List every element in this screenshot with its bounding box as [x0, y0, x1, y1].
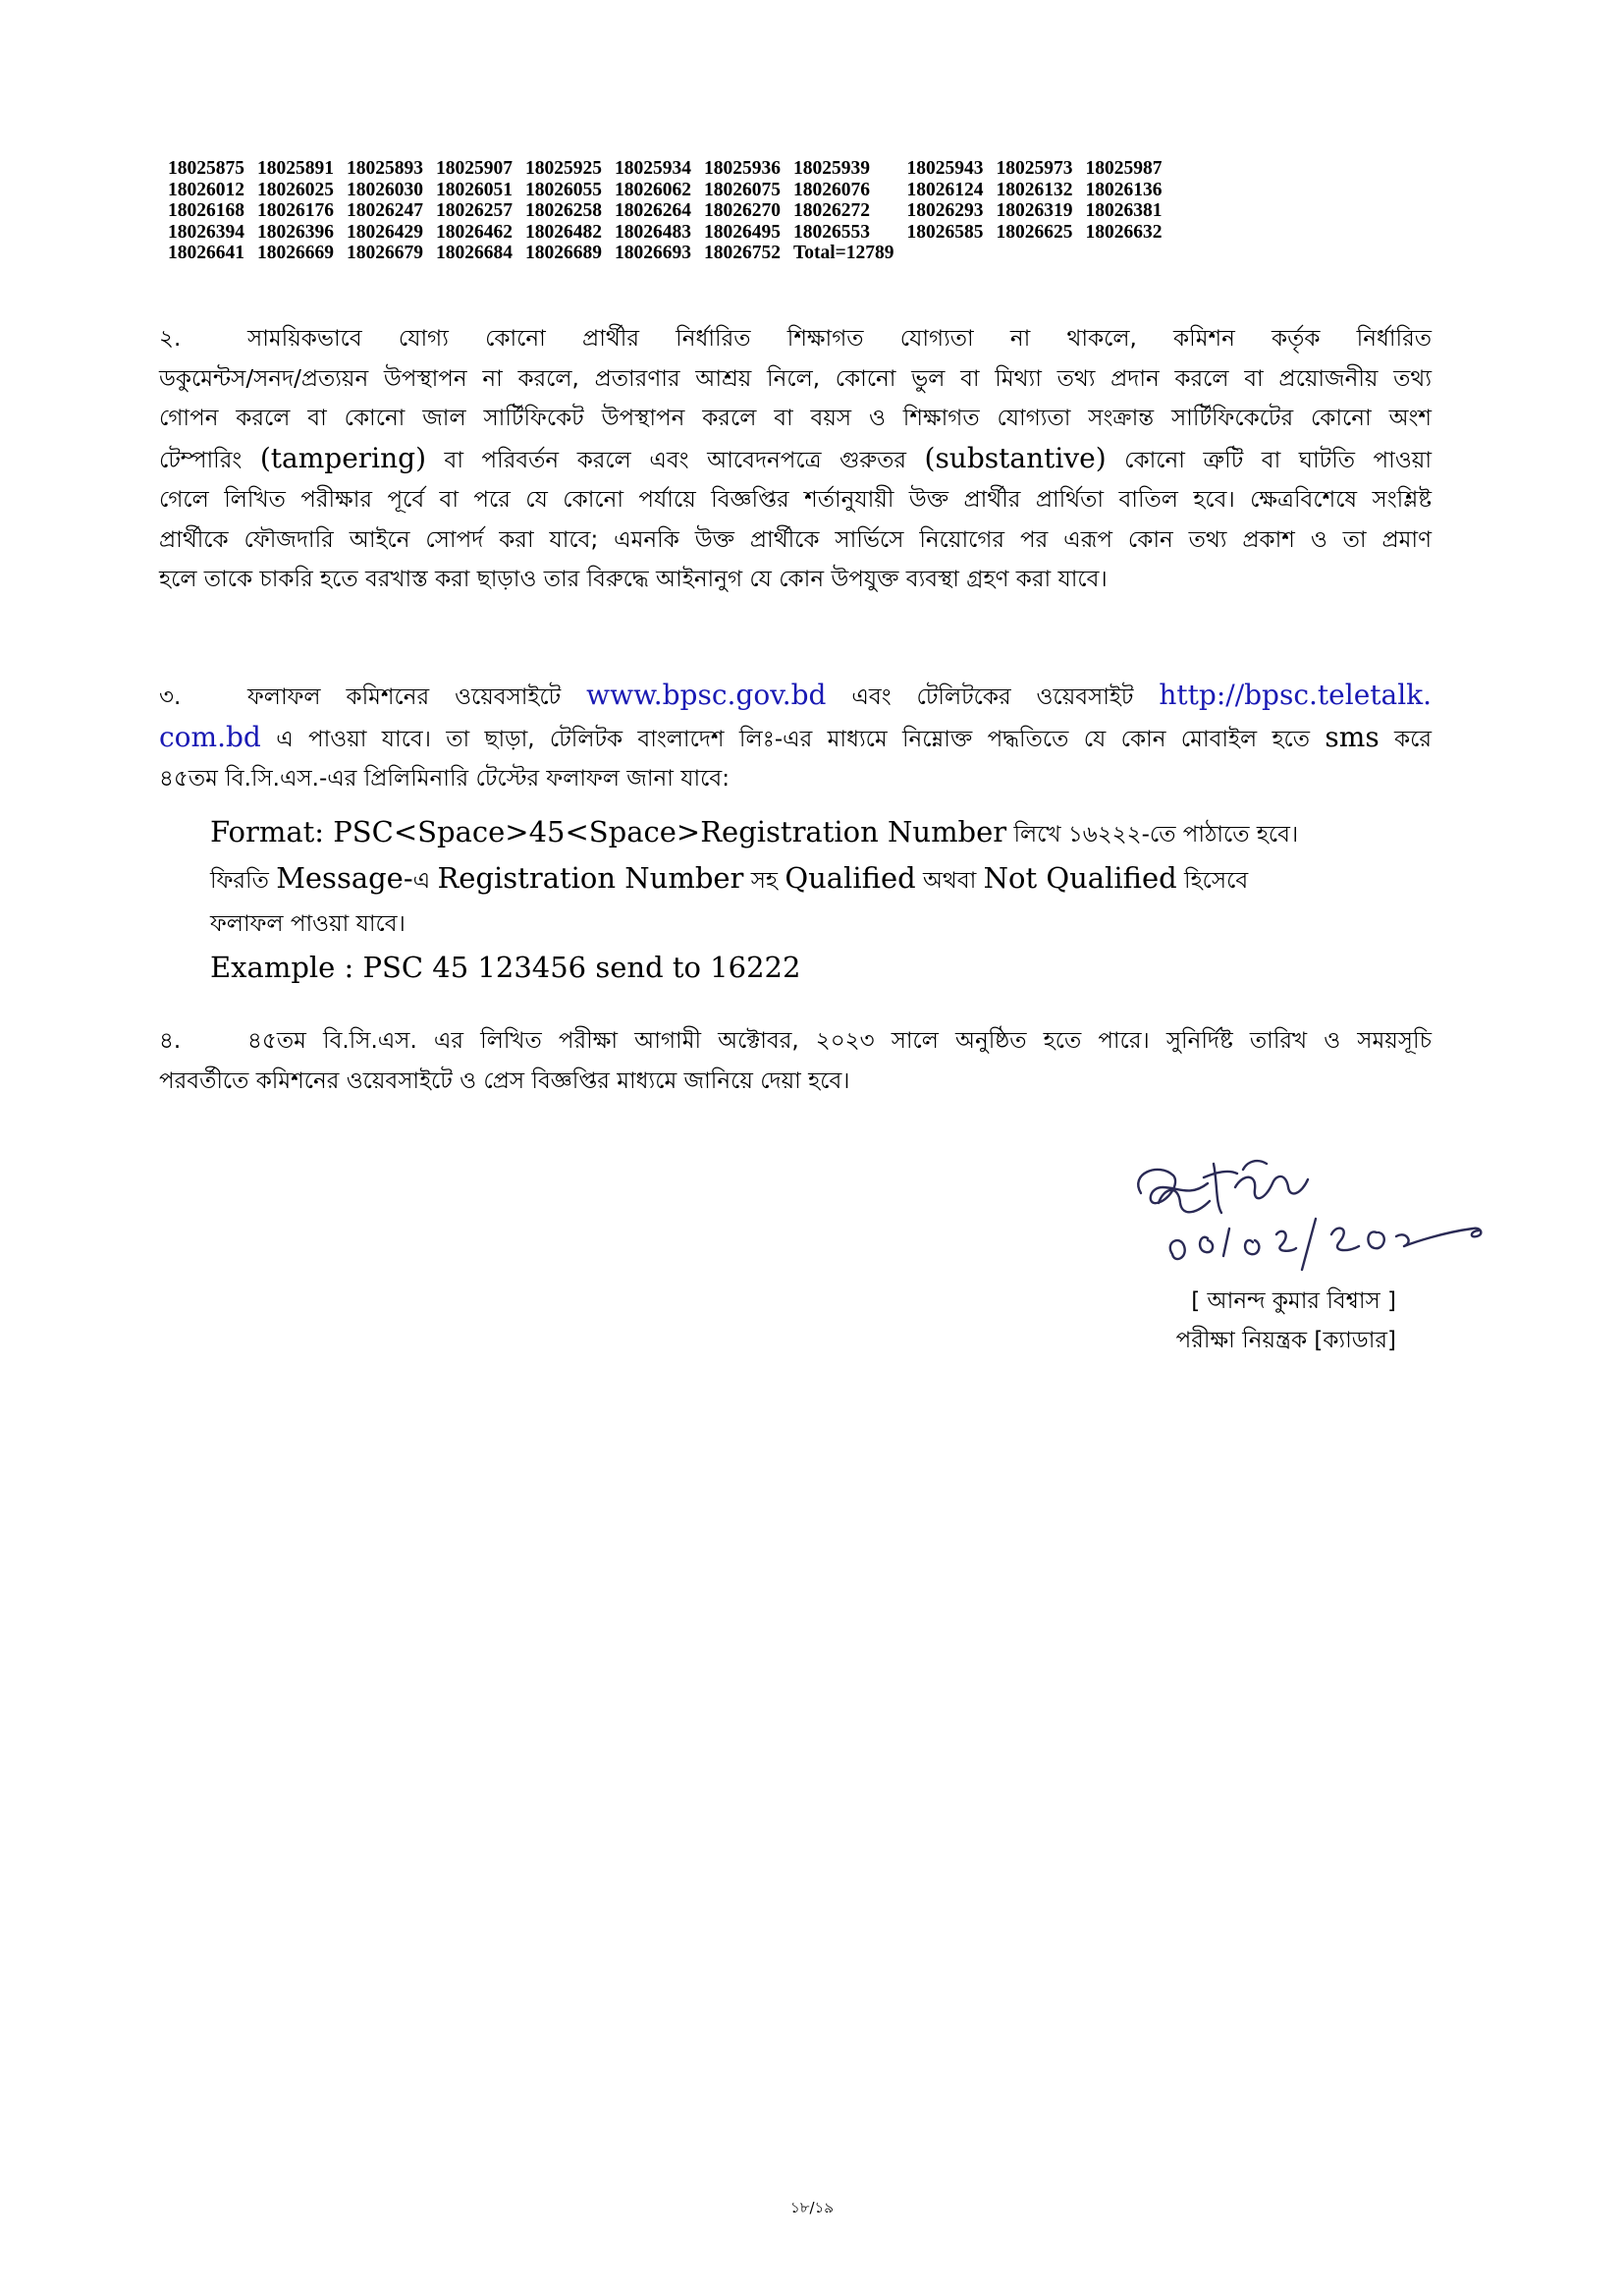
- return-text: সহ: [750, 868, 778, 894]
- registration-number: 18026176: [257, 200, 334, 221]
- registration-number-table: [168, 158, 1175, 264]
- page-number: ১৮/১৯: [790, 2199, 834, 2216]
- teletalk-website-link-cont[interactable]: com.bd: [159, 720, 261, 753]
- registration-number: 18025891: [257, 158, 334, 179]
- registration-number: Total=12789: [793, 243, 894, 263]
- registration-number: 18025925: [525, 158, 602, 179]
- registration-number: 18026075: [704, 179, 781, 200]
- table-row: [168, 222, 1175, 244]
- paragraph-4-line-2: পরবর্তীতে কমিশনের ওয়েবসাইটে ও প্রেস বিজ্ঞপ্তির মাধ্যমে জানিয়ে দেয়া হবে।: [159, 1067, 850, 1094]
- registration-number: 18026136: [1085, 179, 1163, 200]
- registration-number: 18026752: [704, 243, 781, 263]
- paragraph-2-line-3: গোপন করলে বা কোনো জাল সার্টিফিকেট উপস্থাপন করলে বা বয়স ও শিক্ষাগত যোগ্যতা সংক্রান্ত সার্টিফিকেটের কোনো অংশ: [159, 406, 1432, 431]
- paragraph-2-line-5: গেলে লিখিত পরীক্ষার পূর্বে বা পরে যে কোনো পর্যায়ে বিজ্ঞপ্তির শর্তানুযায়ী উক্ত প্রার্থীর প্রার্থিতা বাতিল হবে। ক্ষেত্রবিশেষে সংশ্লিষ্ট: [159, 487, 1432, 513]
- table-row: [168, 158, 1175, 180]
- paragraph-2-line-4-mid: বা পরিবর্তন করলে এবং আবেদনপত্রে গুরুতর: [444, 447, 906, 473]
- paragraph-2: [159, 319, 1432, 600]
- registration-number: 18026055: [525, 179, 602, 200]
- paragraph-2-line-2: ডকুমেন্টস/সনদ/প্রত্যয়ন উপস্থাপন না করলে, প্রতারণার আশ্রয় নিলে, কোনো ভুল বা মিথ্যা তথ্য প্রদান করলে বা প্রয়োজনীয় তথ্য: [159, 365, 1432, 392]
- registration-number: 18026247: [347, 200, 423, 221]
- registration-number: 18026632: [1085, 221, 1163, 243]
- registration-number: 18026585: [906, 221, 984, 243]
- registration-number: 18026319: [996, 200, 1073, 221]
- registration-number: 18026293: [906, 200, 984, 221]
- table-row: [168, 180, 1175, 201]
- registration-number: 18026684: [436, 243, 513, 263]
- registration-number: 18026168: [168, 200, 244, 221]
- registration-number: 18026132: [996, 179, 1073, 200]
- return-not-qualified: Not Qualified: [983, 861, 1177, 895]
- registration-number: 18026483: [615, 221, 691, 243]
- sms-format-instruction: লিখে ১৬২২২-তে পাঠাতে হবে।: [1013, 822, 1299, 847]
- signatory-name: [ আনন্দ কুমার বিশ্বাস ]: [1191, 1288, 1396, 1314]
- registration-number: 18026482: [525, 221, 602, 243]
- paragraph-3-line-1b: এবং টেলিটকের ওয়েবসাইট: [851, 684, 1134, 710]
- registration-number: 18025973: [996, 158, 1073, 179]
- registration-number: [1086, 243, 1175, 264]
- registration-number: 18026272: [793, 200, 870, 221]
- table-row: [168, 200, 1175, 222]
- return-text: ফিরতি: [210, 868, 269, 894]
- tampering-bn: টেম্পারিং: [159, 447, 243, 473]
- paragraph-3-line-2b: করে: [1394, 726, 1433, 752]
- registration-number: [997, 243, 1086, 264]
- paragraph-3: [159, 676, 1432, 799]
- registration-number: 18025934: [615, 158, 691, 179]
- registration-number: 18026396: [257, 221, 334, 243]
- registration-number: 18026679: [347, 243, 423, 263]
- teletalk-website-link[interactable]: http://bpsc.teletalk.: [1159, 679, 1433, 711]
- paragraph-3-line-3: ৪৫তম বি.সি.এস.-এর প্রিলিমিনারি টেস্টের ফলাফল জানা যাবে:: [159, 766, 730, 792]
- paragraph-number: ৩.: [159, 684, 182, 710]
- paragraph-2-line-4-end: কোনো ত্রুটি বা ঘাটতি পাওয়া: [1124, 447, 1432, 473]
- registration-number: 18026381: [1085, 200, 1163, 221]
- registration-number: 18026689: [525, 243, 602, 263]
- registration-number: 18026076: [793, 179, 870, 200]
- bpsc-website-link[interactable]: www.bpsc.gov.bd: [586, 679, 827, 711]
- return-text: হিসেবে: [1184, 868, 1249, 894]
- paragraph-3-line-2a: এ পাওয়া যাবে। তা ছাড়া, টেলিটক বাংলাদেশ লিঃ-এর মাধ্যমে নিম্নোক্ত পদ্ধতিতে যে কোন মোবাইল হতে: [276, 726, 1311, 752]
- sms-format: Format: PSC<Space>45<Space>Registration Number: [210, 815, 1007, 848]
- registration-number: 18026264: [615, 200, 691, 221]
- registration-number: 18026030: [347, 179, 423, 200]
- registration-number: 18026025: [257, 179, 334, 200]
- registration-number: 18026257: [436, 200, 513, 221]
- registration-number: 18026258: [525, 200, 602, 221]
- paragraph-2-line-6: প্রার্থীকে ফৌজদারি আইনে সোপর্দ করা যাবে; এমনকি উক্ত প্রার্থীকে সার্ভিসে নিয়োগের পর এরূপ কোন তথ্য প্রকাশ ও তা প্রমাণ: [159, 526, 1432, 553]
- paragraph-4: [159, 1021, 1432, 1101]
- registration-number: 18026553: [793, 221, 870, 243]
- registration-number: 18026394: [168, 221, 244, 243]
- registration-number: 18026012: [168, 179, 244, 200]
- paragraph-4-line-1: ৪৫তম বি.সি.এস. এর লিখিত পরীক্ষা আগামী অক্টোবর, ২০২৩ সালে অনুষ্ঠিত হতে পারে। সুনির্দিষ্ট তারিখ ও সময়সূচি: [247, 1028, 1432, 1054]
- paragraph-3-line-1a: ফলাফল কমিশনের ওয়েবসাইটে: [247, 684, 562, 710]
- registration-number: 18025943: [906, 158, 984, 179]
- registration-number: 18025987: [1085, 158, 1163, 179]
- registration-number: 18026051: [436, 179, 513, 200]
- signatory-title: পরীক্ষা নিয়ন্ত্রক [ক্যাডার]: [1175, 1328, 1396, 1353]
- return-message: Message-: [276, 861, 413, 895]
- registration-number: 18025875: [168, 158, 244, 179]
- registration-number: 18026462: [436, 221, 513, 243]
- sms-word: sms: [1325, 720, 1380, 753]
- substantive-en: (substantive): [924, 441, 1107, 474]
- return-registration: Registration Number: [437, 861, 744, 895]
- registration-number: 18025939: [793, 158, 870, 179]
- paragraph-2-line-1: সাময়িকভাবে যোগ্য কোনো প্রার্থীর নির্ধারিত শিক্ষাগত যোগ্যতা না থাকলে, কমিশন কর্তৃক নির্ধারিত: [247, 326, 1432, 352]
- return-text: এ: [412, 868, 431, 894]
- registration-number: 18025936: [704, 158, 781, 179]
- paragraph-number: ২.: [159, 326, 182, 352]
- registration-number: 18025907: [436, 158, 513, 179]
- registration-number: 18025893: [347, 158, 423, 179]
- registration-number: 18026693: [615, 243, 691, 263]
- registration-number: 18026669: [257, 243, 334, 263]
- registration-number: 18026625: [996, 221, 1073, 243]
- sms-format-block: [210, 810, 1437, 989]
- registration-number: [907, 243, 997, 264]
- paragraph-number: ৪.: [159, 1028, 182, 1054]
- tampering-en: (tampering): [259, 441, 426, 474]
- return-text: অথবা: [923, 868, 977, 894]
- return-line-2: ফলাফল পাওয়া যাবে।: [210, 911, 406, 937]
- paragraph-2-line-7: হলে তাকে চাকরি হতে বরখাস্ত করা ছাড়াও তার বিরুদ্ধে আইনানুগ যে কোন উপযুক্ত ব্যবস্থা গ্রহণ করা যাবে।: [159, 567, 1108, 592]
- registration-number: 18026124: [906, 179, 984, 200]
- table-row: [168, 243, 1175, 264]
- signatory-block: [1176, 1282, 1396, 1360]
- registration-number: 18026062: [615, 179, 691, 200]
- return-qualified: Qualified: [785, 861, 916, 895]
- registration-number: 18026641: [168, 243, 244, 263]
- registration-number: 18026429: [347, 221, 423, 243]
- handwritten-signature: [1119, 1144, 1502, 1282]
- sms-example: Example : PSC 45 123456 send to 16222: [210, 951, 801, 984]
- registration-number: 18026495: [704, 221, 781, 243]
- registration-number: 18026270: [704, 200, 781, 221]
